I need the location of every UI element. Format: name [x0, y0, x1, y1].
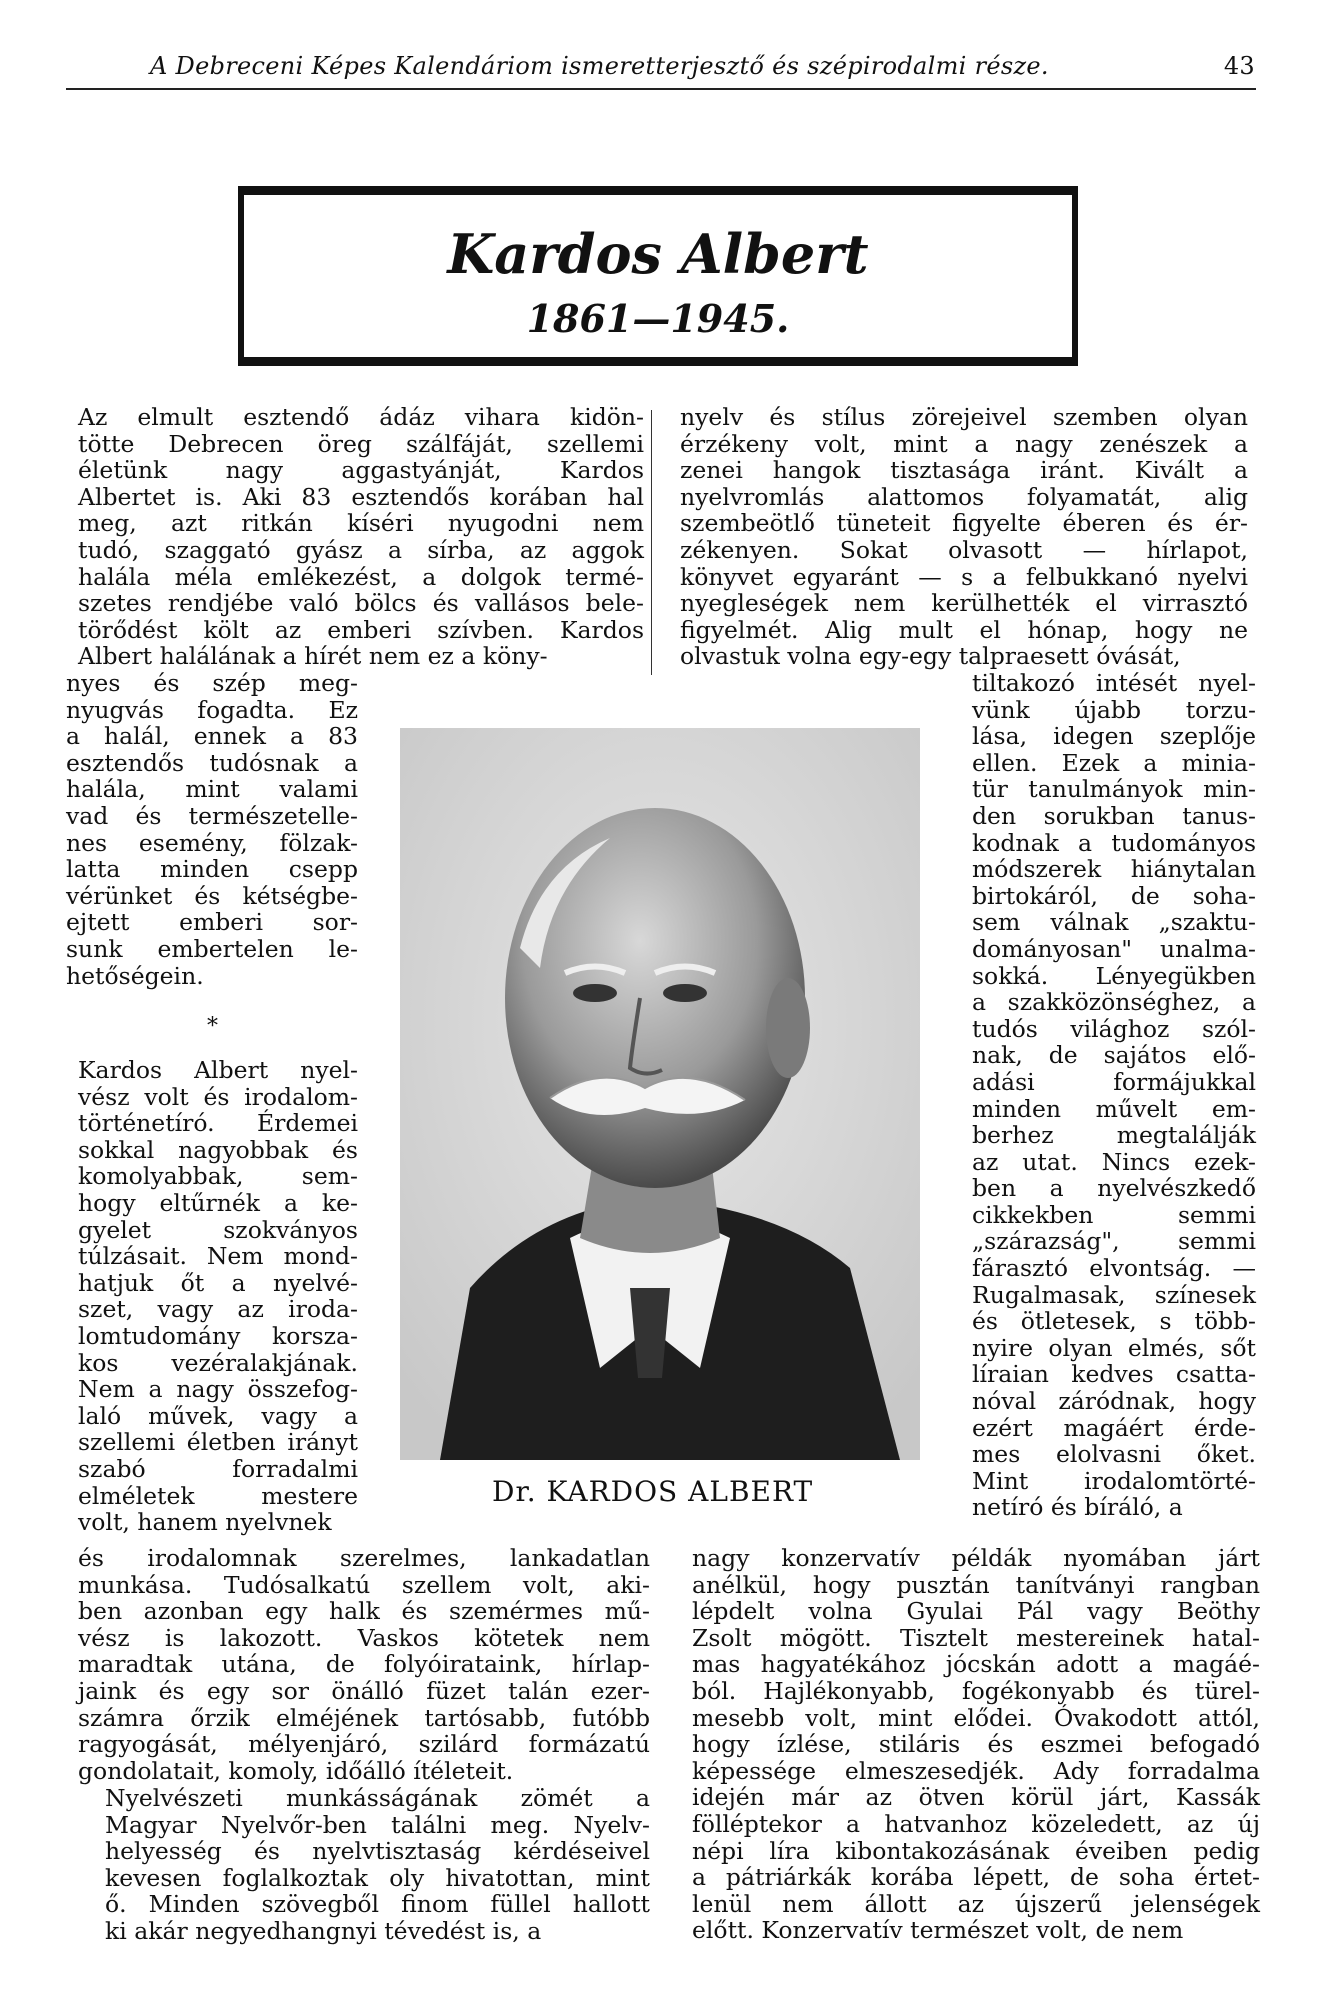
- text-line: birtokáról, de soha-: [972, 881, 1256, 910]
- text-line: olvastuk volna egy-egy talpraesett óvását,: [680, 642, 1181, 671]
- text-line: cikkekben semmi: [972, 1200, 1256, 1229]
- text-line: hogy eltűrnék a ke-: [78, 1188, 358, 1217]
- text-line: minden művelt em-: [972, 1094, 1256, 1123]
- text-line: zékenyen. Sokat olvasott — hírlapot,: [680, 535, 1248, 564]
- column-divider: [651, 410, 652, 675]
- text-line: törődést költ az emberi szívben. Kardos: [78, 615, 644, 644]
- text-line: halála méla emlékezést, a dolgok termé-: [78, 562, 644, 591]
- text-line: idején már az ötven körül járt, Kassák: [692, 1783, 1260, 1812]
- text-line: komolyabbak, sem-: [78, 1162, 358, 1191]
- text-line: hogy ízlése, stiláris és eszmei befogadó: [692, 1730, 1260, 1759]
- text-line: lása, idegen szeplője: [972, 722, 1256, 751]
- portrait-photo: [400, 728, 920, 1460]
- text-line: esztendős tudósnak a: [66, 748, 358, 777]
- text-line: könyvet egyaránt — s a felbukkanó nyelvi: [680, 562, 1248, 591]
- text-line: ezért magáért érde-: [972, 1413, 1256, 1442]
- text-line: nyes és szép meg-: [66, 669, 358, 697]
- text-line: Albert halálának a hírét nem ez a köny-: [78, 642, 548, 671]
- text-line: dományosan" unalma-: [972, 934, 1256, 963]
- text-line: volt, hanem nyelvnek: [78, 1508, 332, 1537]
- text-line: den sorukban tanus-: [972, 801, 1256, 830]
- text-line: halála, mint valami: [66, 775, 358, 804]
- text-line: módszerek hiánytalan: [972, 855, 1256, 884]
- text-line: laló művek, vagy a: [78, 1401, 358, 1430]
- text-line: szet, vagy az iroda-: [78, 1295, 358, 1324]
- text-line: gondolatait, komoly, időálló ítéleteit.: [78, 1756, 514, 1785]
- text-line: elméletek mestere: [78, 1481, 358, 1510]
- page-number: 43: [1223, 52, 1255, 80]
- text-line: sokkal nagyobbak és: [78, 1135, 358, 1164]
- text-left-narrow-2: [78, 1057, 358, 1536]
- text-line: „szárazság", semmi: [972, 1227, 1256, 1256]
- text-line: vérünket és kétségbe-: [66, 881, 358, 910]
- text-line: líraian kedves csatta-: [972, 1360, 1256, 1389]
- article-dates: 1861—1945.: [526, 296, 790, 341]
- text-line: számra őrzik elméjének tartósabb, futóbb: [78, 1703, 650, 1732]
- text-line: tötte Debrecen öreg szálfáját, szellemi: [78, 429, 644, 458]
- text-line: Az elmult esztendő ádáz vihara kidön-: [78, 403, 644, 431]
- text-line: túlzásait. Nem mond-: [78, 1242, 358, 1271]
- text-line: fárasztó elvontság. —: [972, 1254, 1256, 1283]
- text-line: berhez megtalálják: [972, 1121, 1256, 1150]
- text-line: a halál, ennek a 83: [66, 722, 358, 751]
- text-line: életünk nagy aggastyánját, Kardos: [78, 456, 644, 485]
- text-right-top: [680, 404, 1248, 670]
- text-line: munkása. Tudósalkatú szellem volt, aki-: [78, 1570, 650, 1599]
- text-line: ben a nyelvészkedő: [972, 1174, 1256, 1203]
- text-line: meg, azt ritkán kíséri nyugodni nem: [78, 509, 644, 538]
- text-line: kodnak a tudományos: [972, 828, 1256, 857]
- text-line: Nem a nagy összefog-: [78, 1375, 358, 1404]
- text-line: ejtett emberi sor-: [66, 908, 358, 937]
- text-left-bottom-2: [105, 1785, 650, 1945]
- text-line: Zsolt mögött. Tisztelt mestereinek hatal-: [692, 1623, 1260, 1652]
- text-line: nagy konzervatív példák nyomában járt: [692, 1544, 1260, 1572]
- text-line: lenül nem állott az újszerű jelenségek: [692, 1889, 1260, 1918]
- text-line: kos vezéralakjának.: [78, 1348, 358, 1377]
- article-title: Kardos Albert: [447, 222, 869, 286]
- text-line: gyelet szokványos: [78, 1215, 358, 1244]
- text-line: adási formájukkal: [972, 1067, 1256, 1096]
- text-line: ki akár negyedhangnyi tévedést is, a: [105, 1916, 542, 1945]
- text-line: ragyogását, mélyenjáró, szilárd formázatú: [78, 1730, 650, 1759]
- text-line: és irodalomnak szerelmes, lankadatlan: [78, 1544, 650, 1572]
- text-line: Nyelvészeti munkásságának zömét a: [105, 1784, 650, 1812]
- text-line: lomtudomány korsza-: [78, 1321, 358, 1350]
- text-line: jaink és egy sor önálló füzet talán ezer-: [78, 1676, 650, 1705]
- text-line: latta minden csepp: [66, 855, 358, 884]
- text-line: szabó forradalmi: [78, 1454, 358, 1483]
- text-left-narrow-1: [66, 670, 358, 989]
- text-line: Magyar Nyelvőr-ben találni meg. Nyelv-: [105, 1810, 650, 1839]
- title-frame: [238, 186, 1078, 366]
- text-line: nyugvás fogadta. Ez: [66, 695, 358, 724]
- text-line: nes esemény, fölzak-: [66, 828, 358, 857]
- text-line: anélkül, hogy pusztán tanítványi rangban: [692, 1570, 1260, 1599]
- text-line: vad és természetelle-: [66, 801, 358, 830]
- text-line: az utat. Nincs ezek-: [972, 1147, 1256, 1176]
- text-line: zenei hangok tisztasága iránt. Kivált a: [680, 456, 1248, 485]
- text-line: nyelv és stílus zörejeivel szemben olyan: [680, 403, 1248, 431]
- running-head-title: A Debreceni Képes Kalendáriom ismeretterjesztő és szépirodalmi része.: [150, 52, 1049, 80]
- text-line: Rugalmasak, színesek: [972, 1280, 1256, 1309]
- text-line: nyegleségek nem kerülhették el virrasztó: [680, 589, 1248, 618]
- text-line: vész volt és irodalom-: [78, 1082, 358, 1111]
- header-rule: [66, 88, 1256, 90]
- text-line: kevesen foglalkoztak oly hivatottan, mint: [105, 1863, 650, 1892]
- text-line: a pátriárkák korába lépett, de soha értet-: [692, 1863, 1260, 1892]
- text-line: és ötletesek, s több-: [972, 1307, 1256, 1336]
- text-line: szetes rendjébe való bölcs és vallásos bele-: [78, 589, 644, 618]
- section-separator: *: [207, 1014, 218, 1039]
- text-line: vész is lakozott. Vaskos kötetek nem: [78, 1623, 650, 1652]
- text-left-top: [78, 404, 644, 670]
- text-line: lépdelt volna Gyulai Pál vagy Beöthy: [692, 1597, 1260, 1626]
- text-left-bottom-1: [78, 1545, 650, 1784]
- text-line: történetíró. Érdemei: [78, 1109, 358, 1138]
- portrait-icon: [400, 728, 920, 1460]
- text-line: Albertet is. Aki 83 esztendős korában hal: [78, 482, 644, 511]
- text-line: a szakközönséghez, a: [972, 988, 1256, 1017]
- text-line: nóval záródnak, hogy: [972, 1387, 1256, 1416]
- text-right-bottom: [692, 1545, 1260, 1944]
- text-line: sokká. Lényegükben: [972, 961, 1256, 990]
- text-line: maradtak utána, de folyóirataink, hírlap-: [78, 1650, 650, 1679]
- text-line: figyelmét. Alig mult el hónap, hogy ne: [680, 615, 1248, 644]
- text-line: ellen. Ezek a minia-: [972, 748, 1256, 777]
- text-line: mesebb volt, mint elődei. Óvakodott attól,: [692, 1703, 1260, 1732]
- text-line: helyesség és nyelvtisztaság kérdéseivel: [105, 1837, 650, 1866]
- text-line: népi líra kibontakozásának éveiben pedig: [692, 1836, 1260, 1865]
- text-line: előtt. Konzervatív természet volt, de nem: [692, 1916, 1184, 1945]
- text-line: sunk embertelen le-: [66, 934, 358, 963]
- text-line: nyelvromlás alattomos folyamatát, alig: [680, 482, 1248, 511]
- text-right-narrow: [972, 670, 1256, 1521]
- text-line: mas hagyatékához jócskán adott a magáé-: [692, 1650, 1260, 1679]
- text-line: netíró és bíráló, a: [972, 1493, 1183, 1522]
- text-line: tudós világhoz szól-: [972, 1014, 1256, 1043]
- photo-caption: Dr. KARDOS ALBERT: [492, 1475, 814, 1508]
- text-line: vünk újabb torzu-: [972, 695, 1256, 724]
- text-line: ő. Minden szövegből finom füllel hallott: [105, 1890, 650, 1919]
- text-line: hetőségein.: [66, 961, 204, 990]
- text-line: fölléptekor a hatvanhoz közeledett, az új: [692, 1809, 1260, 1838]
- text-line: sem válnak „szaktu-: [972, 908, 1256, 937]
- text-line: ben azonban egy halk és szemérmes mű-: [78, 1597, 650, 1626]
- text-line: Kardos Albert nyel-: [78, 1056, 358, 1084]
- text-line: nyire olyan elmés, sőt: [972, 1333, 1256, 1362]
- text-line: nak, de sajátos elő-: [972, 1041, 1256, 1070]
- text-line: tudó, szaggató gyász a sírba, az aggok: [78, 535, 644, 564]
- text-line: tiltakozó intését nyel-: [972, 669, 1256, 697]
- text-line: hatjuk őt a nyelvé-: [78, 1268, 358, 1297]
- text-line: Mint irodalomtörté-: [972, 1466, 1256, 1495]
- text-line: ból. Hajlékonyabb, fogékonyabb és türel-: [692, 1676, 1260, 1705]
- text-line: szembeötlő tüneteit figyelte éberen és ér-: [680, 509, 1248, 538]
- text-line: érzékeny volt, mint a nagy zenészek a: [680, 429, 1248, 458]
- text-line: mes elolvasni őket.: [972, 1440, 1256, 1469]
- text-line: tür tanulmányok min-: [972, 775, 1256, 804]
- text-line: képessége elmeszesedjék. Ady forradalma: [692, 1756, 1260, 1785]
- text-line: szellemi életben irányt: [78, 1428, 358, 1457]
